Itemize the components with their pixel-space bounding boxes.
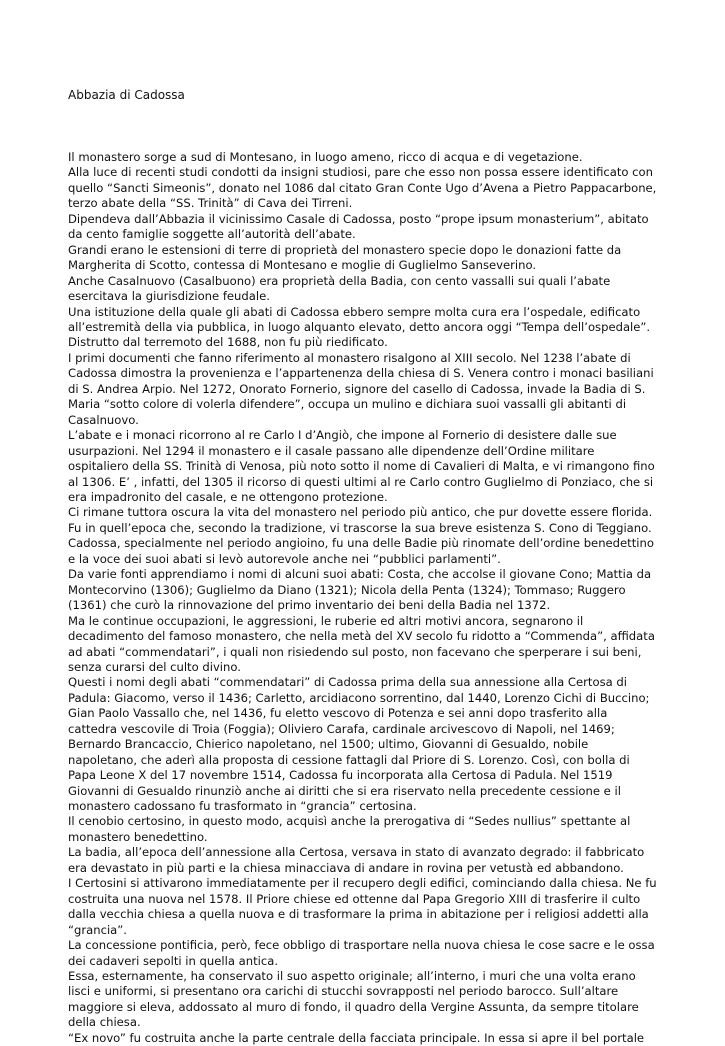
paragraph: I primi documenti che fanno riferimento al monastero risalgono al XIII secolo. Nel 1238 l’abate di Cadossa dimostra la provenienza e l’appartenenza della chiesa di S. Venera contro i monaci basiliani di S. Andrea Arpio. Nel 1272, Onorato Fornerio, signore del casello di Cadossa, invade la Badia di S. Maria “sotto colore di volerla difendere”, occupa un mulino e dichiara suoi vassalli gli abitanti di Casalnuovo. — [68, 350, 654, 427]
paragraph: Dipendeva dall’Abbazia il vicinissimo Casale di Cadossa, posto “prope ipsum monasterium”, abitato da cento famiglie soggette all’autorità dell’abate. — [68, 211, 649, 242]
paragraph: Anche Casalnuovo (Casalbuono) era proprietà della Badia, con cento vassalli sui quali l’abate esercitava la giurisdizione feudale. — [68, 273, 611, 304]
paragraph: Il monastero sorge a sud di Montesano, in luogo ameno, ricco di acqua e di vegetazione. — [68, 150, 583, 164]
paragraph: La concessione pontificia, però, fece obbligo di trasportare nella nuova chiesa le cose sacre e le ossa dei cadaveri sepolti in quella antica. — [68, 938, 655, 968]
paragraph: Grandi erano le estensioni di terre di proprietà del monastero specie dopo le donazioni fatte da Margherita di Scotto, contessa di Montesano e moglie di Guglielmo Sanseverino. — [68, 242, 622, 273]
document-body — [68, 150, 658, 1046]
paragraph: Una istituzione della quale gli abati di Cadossa ebbero sempre molta cura era l’ospedale, edificato all’estremità della via pubblica, in luogo alquanto elevato, detto ancora oggi “Tempa dell’ospedale”. Distrutto dal terremoto del 1688, non fu più riedificato. — [68, 304, 651, 350]
paragraph: “Ex novo” fu costruita anche la parte centrale della facciata principale. In essa si apre il bel portale — [68, 1030, 645, 1045]
paragraph: I Certosini si attivarono immediatamente per il recupero degli edifici, cominciando dalla chiesa. Ne fu costruita una nuova nel 1578. Il Priore chiese ed ottenne dal Papa Gregorio XIII di trasferire il culto dalla vecchia chiesa a quella nuova e di trasformare la prima in abitazione per i religiosi addetti alla “grancia”. — [68, 876, 657, 937]
paragraph: Da varie fonti apprendiamo i nomi di alcuni suoi abati: Costa, che accolse il giovane Cono; Mattia da Montecorvino (1306); Guglielmo da Diano (1321); Nicola della Penta (1324); Tommaso; Ruggero (1361) che curò la rinnovazione del primo inventario dei beni della Badia nel 1372. — [68, 567, 652, 613]
paragraph: L’abate e i monaci ricorrono al re Carlo I d’Angiò, che impone al Fornerio di desistere dalle sue usurpazioni. Nel 1294 il monastero e il casale passano alle dipendenze dell’Ordine militare ospitaliero della SS. Trinità di Venosa, più noto sotto il nome di Cavalieri di Malta, e vi rimangono fino al 1306. E’ , infatti, del 1305 il ricorso di questi ultimi al re Carlo contro Guglielmo di Ponziaco, che si era impadronito del casale, e ne ottengono protezione. — [68, 428, 655, 504]
paragraph: Alla luce di recenti studi condotti da insigni studiosi, pare che esso non possa essere identificato con quello “Sancti Simeonis”, donato nel 1086 dal citato Gran Conte Ugo d’Avena a Pietro Pappacarbone, terzo abate della “SS. Trinità” di Cava dei Tirreni. — [68, 165, 657, 211]
document-title: Abbazia di Cadossa — [68, 88, 185, 102]
paragraph: Questi i nomi degli abati “commendatari” di Cadossa prima della sua annessione alla Certosa di Padula: Giacomo, verso il 1436; Carletto, arcidiacono sorrentino, dal 1440, Lorenzo Cichi di Buccino; Gian Paolo Vassallo che, nel 1436, fu eletto vescovo di Potenza e sei anni dopo trasferito alla cattedra vescovile di Troia (Foggia); Oliviero Carafa, cardinale arcivescovo di Napoli, nel 1469; Bernardo Brancaccio, Chierico napoletano, nel 1500; ultimo, Giovanni di Gesualdo, nobile napoletano, che aderì alla proposta di cessione fattagli dal Priore di S. Lorenzo. Così, con bolla di Papa Leone X del 17 novembre 1514, Cadossa fu incorporata alla Certosa di Padula. Nel 1519 Giovanni di Gesualdo rinunziò anche ai diritti che si era riservato nella precedente cessione e il monastero cadossano fu trasformato in “grancia” certosina. — [68, 675, 650, 814]
paragraph: Ma le continue occupazioni, le aggressioni, le ruberie ed altri motivi ancora, segnarono il decadimento del famoso monastero, che nella metà del XV secolo fu ridotto a “Commenda”, affidata ad abati “commendatari”, i quali non risiedendo sul posto, non facevano che sperperare i sui beni, senza curarsi del culto divino. — [68, 613, 655, 674]
paragraph: Essa, esternamente, ha conservato il suo aspetto originale; all’interno, i muri che una volta erano lisci e uniformi, si presentano ora carichi di stucchi sovrapposti nel periodo barocco. Sull’altare maggiore si eleva, addossato al muro di fondo, il quadro della Vergine Assunta, da sempre titolare della chiesa. — [68, 969, 639, 1030]
paragraph: La badia, all’epoca dell’annessione alla Certosa, versava in stato di avanzato degrado: il fabbricato era devastato in più parti e la chiesa minacciava di andare in rovina per vetustà ed abbandono. — [68, 845, 645, 875]
paragraph: Il cenobio certosino, in questo modo, acquisì anche la prerogativa di “Sedes nullius” spettante al monastero benedettino. — [68, 814, 631, 844]
paragraph: Ci rimane tuttora oscura la vita del monastero nel periodo più antico, che pur dovette essere florida. Fu in quell’epoca che, secondo la tradizione, vi trascorse la sua breve esistenza S. Cono di Teggiano. Cadossa, specialmente nel periodo angioino, fu una delle Badie più rinomate dell’ordine benedettino e la voce dei suoi abati si levò autorevole anche nei “pubblici parlamenti”. — [68, 505, 654, 566]
